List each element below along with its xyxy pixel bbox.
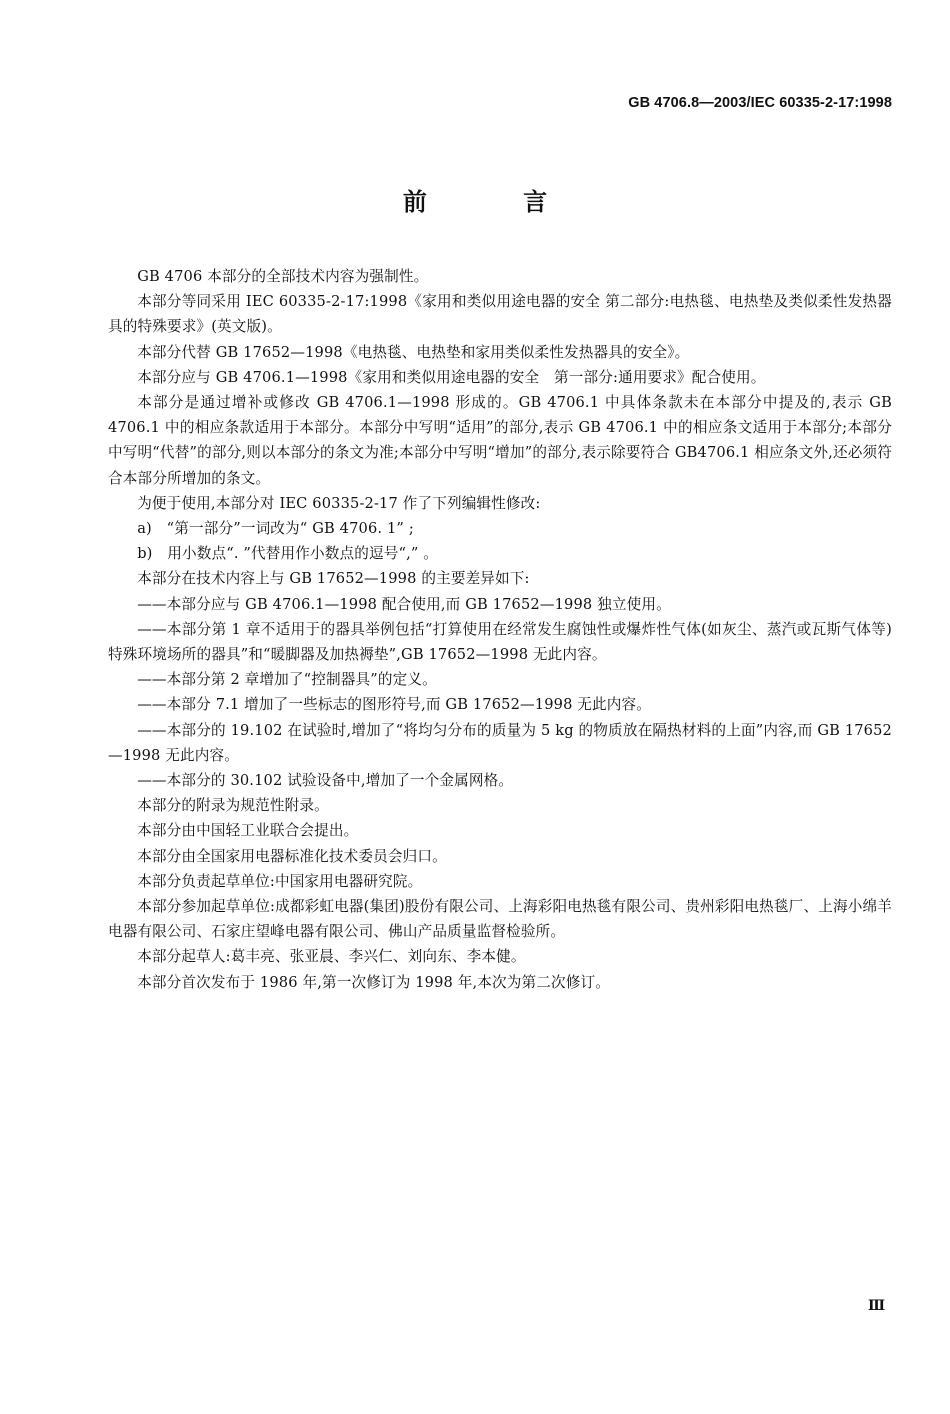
paragraph-editorial-changes: 为便于使用,本部分对 IEC 60335-2-17 作了下列编辑性修改:	[137, 494, 541, 512]
paragraph-drafters: 本部分起草人:葛丰亮、张亚晨、李兴仁、刘向东、李本健。	[137, 948, 526, 966]
paragraph-annex: 本部分的附录为规范性附录。	[137, 797, 329, 815]
paragraph-proposed-by: 本部分由中国轻工业联合会提出。	[137, 822, 359, 840]
page-number: Ⅲ	[867, 1298, 884, 1314]
foreword-body	[108, 264, 892, 995]
paragraph-replaces: 本部分代替 GB 17652—1998《电热毯、电热垫和家用类似柔性发热器具的安全》。	[137, 343, 690, 361]
paragraph-mandatory: GB 4706 本部分的全部技术内容为强制性。	[137, 268, 429, 285]
difference-item: ——本部分 7.1 增加了一些标志的图形符号,而 GB 17652—1998 无此内容。	[137, 696, 652, 714]
paragraph-participating-units: 本部分参加起草单位:成都彩虹电器(集团)股份有限公司、上海彩阳电热毯有限公司、贵州彩阳电热毯厂、上海小绵羊电器有限公司、石家庄望峰电器有限公司、佛山产品质量监督检验所。	[108, 898, 892, 941]
paragraph-drafting-unit: 本部分负责起草单位:中国家用电器研究院。	[137, 872, 423, 890]
document-standard-number: GB 4706.8—2003/IEC 60335-2-17:1998	[628, 95, 892, 111]
page-title: 前 言	[402, 188, 592, 216]
paragraph-adoption: 本部分等同采用 IEC 60335-2-17:1998《家用和类似用途电器的安全 第二部分:电热毯、电热垫及类似柔性发热器具的特殊要求》(英文版)。	[108, 293, 892, 336]
paragraph-history: 本部分首次发布于 1986 年,第一次修订为 1998 年,本次为第二次修订。	[137, 973, 610, 991]
list-item-b: b) 用小数点“. ”代替用作小数点的逗号“,” 。	[137, 545, 439, 563]
difference-item: ——本部分的 30.102 试验设备中,增加了一个金属网格。	[137, 772, 514, 790]
paragraph-differences-intro: 本部分在技术内容上与 GB 17652—1998 的主要差异如下:	[137, 570, 530, 588]
paragraph-centralized-by: 本部分由全国家用电器标准化技术委员会归口。	[137, 847, 447, 865]
difference-item: ——本部分第 1 章不适用于的器具举例包括“打算使用在经常发生腐蚀性或爆炸性气体(如灰尘、蒸汽或瓦斯气体等)特殊环境场所的器具”和“暖脚器及加热褥垫”,GB 17652—1998 无此内容。	[108, 620, 892, 664]
paragraph-used-with: 本部分应与 GB 4706.1—1998《家用和类似用途电器的安全 第一部分:通用要求》配合使用。	[137, 368, 766, 386]
list-item-a: a) “第一部分”一词改为“ GB 4706. 1” ;	[137, 520, 414, 538]
difference-item: ——本部分应与 GB 4706.1—1998 配合使用,而 GB 17652—1998 独立使用。	[137, 595, 671, 613]
paragraph-formation: 本部分是通过增补或修改 GB 4706.1—1998 形成的。GB 4706.1 中具体条款未在本部分中提及的,表示 GB 4706.1 中的相应条款适用于本部分。本部分中写明“适用”的部分,表示 GB 4706.1 中的相应条文适用于本部分;本部分中写明“代替”的部分,则以本部分的条文为准;本部分中写明“增加”的部分,表示除要符合 GB4706.1 相应条文外,还必须符合本部分所增加的条文。	[108, 394, 892, 487]
difference-item: ——本部分第 2 章增加了“控制器具”的定义。	[137, 671, 437, 689]
difference-item: ——本部分的 19.102 在试验时,增加了“将均匀分布的质量为 5 kg 的物质放在隔热材料的上面”内容,而 GB 17652—1998 无此内容。	[108, 721, 892, 764]
